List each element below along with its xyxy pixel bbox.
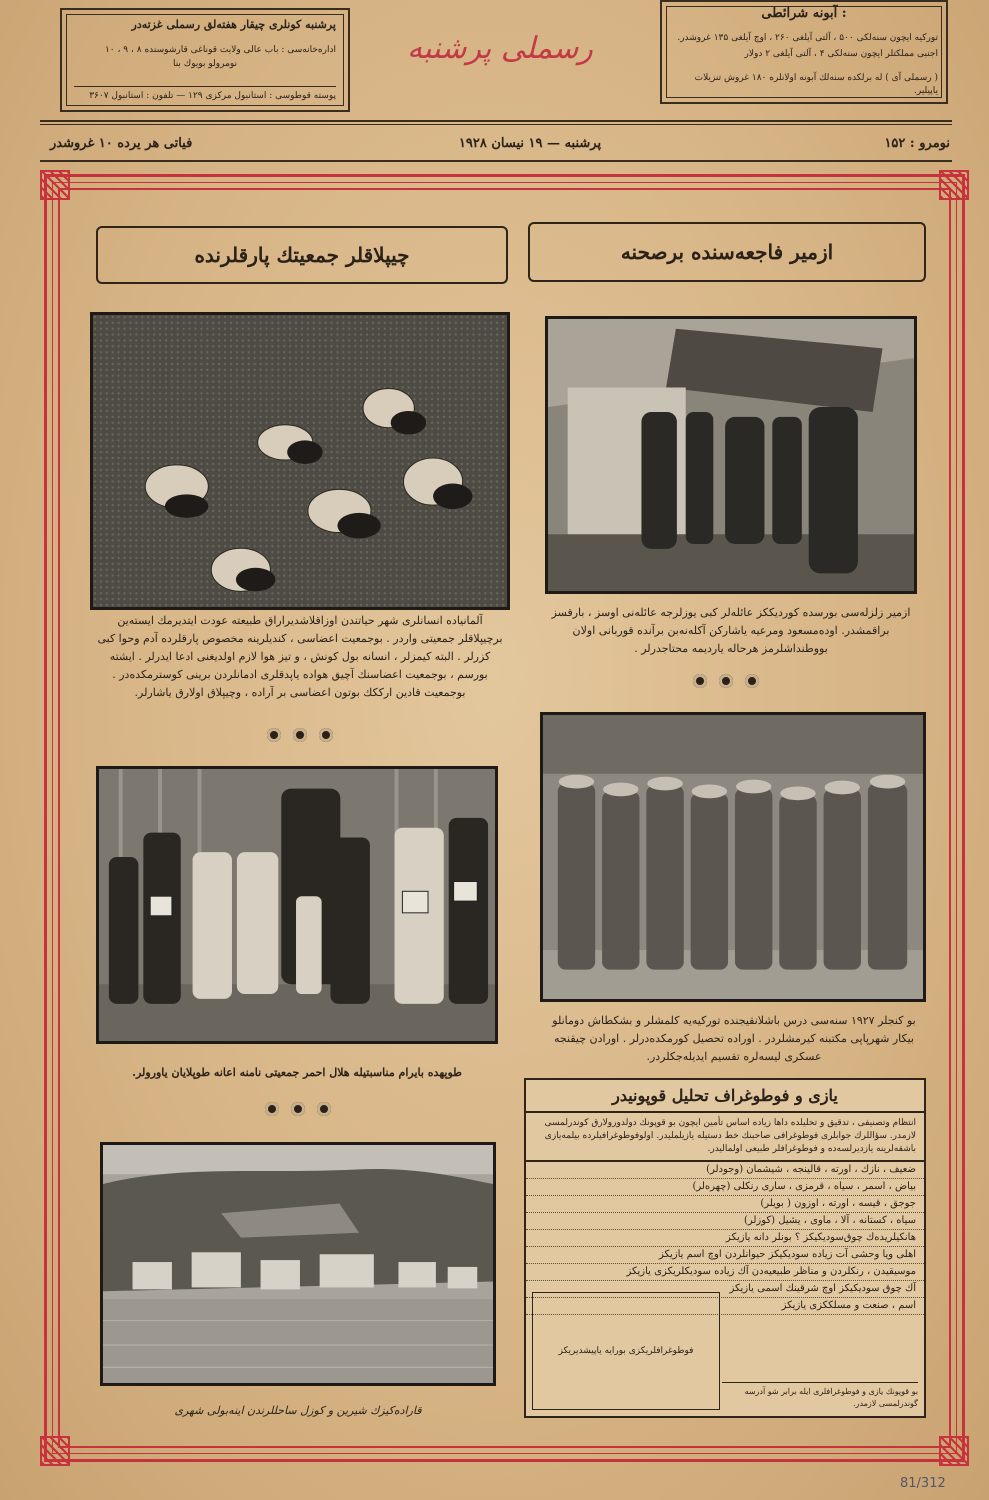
publication-info-line2: اداره‌خانه‌سی : باب عالی ولایت قوناغی قارشوسنده ۸ ، ۹ ، ۱۰ xyxy=(104,45,336,55)
issue-number: نومرو : ۱۵۲ xyxy=(884,136,950,151)
handwriting-photo-analysis-coupon xyxy=(524,1078,926,1418)
subscription-title: آبونه شرائطی : xyxy=(761,6,847,21)
photo-nudist-exercise xyxy=(90,312,510,610)
publication-info-line4: پوسته قوطوسی : استانبول مركزی ۱۲۹ — تلفون : استانبول ۳۶۰۷ xyxy=(74,86,336,103)
masthead-rule-bottom xyxy=(40,160,952,162)
frame-corner-ornament xyxy=(939,1436,969,1466)
headline-nudist-society: چیپلاقلر جمعیتك پارقلرنده xyxy=(96,226,508,284)
issue-info-line xyxy=(50,128,950,158)
caption-izmir-disaster: ازمیر زلزله‌سی بورسده كوردیككز عائله‌لر كبی یوزلرجه عائله‌نی اوسز ، بارقسز براقمشدر. اوده‌مسعود ومرعیه یاشاركن آكله‌نه‌بن برآنده قوربانی اولان بووطنداشلرمز هرحاله یاردیمه محتاجدرلر . xyxy=(551,606,911,655)
frame-corner-ornament xyxy=(40,170,70,200)
archive-number: 81/312 xyxy=(900,1476,946,1491)
masthead-rule-top xyxy=(40,120,952,122)
photo-red-crescent-children xyxy=(96,766,498,1044)
frame-corner-ornament xyxy=(939,170,969,200)
separator-dots xyxy=(676,674,776,688)
publication-info-box xyxy=(60,8,350,112)
headline-izmir-disaster: ازمیر فاجعه‌سنده برصحنه xyxy=(528,222,926,282)
coupon-intro: انتظام وتصنیفی ، تدقیق و تحلیلده داها زیاده اساس تأمین ایچون بو قوپونك دولدورولارق كوندرلمسی لازمدر. سؤاللرك جوابلری فوطوغرافی صاحبنك خط دستیله یازیلملیدر. اولوفوطوغرافیلرده بیلمه‌یازی باشقه‌لرینه یازدیرلسه‌ده و فوطوغرافلر طبیعی اولمالیدر. xyxy=(526,1113,924,1162)
separator-dot xyxy=(719,674,733,688)
separator-dot xyxy=(265,1102,279,1116)
coupon-question-row[interactable]: بیاض ، اسمر ، سیاه ، قرمزی ، ساری رنكلی (چهره‌لر) xyxy=(526,1179,924,1196)
caption-red-crescent: طوپهده بایرام مناسبتیله هلال احمر جمعیتی نامنه اعانه طوپلایان یاورولر. xyxy=(132,1066,462,1079)
separator-dot xyxy=(317,1102,331,1116)
frame-corner-ornament xyxy=(40,1436,70,1466)
coupon-question-row[interactable]: ضعیف ، نازك ، اورته ، قالینجه ، شیشمان (وجودلر) xyxy=(526,1162,924,1179)
subscription-line1: تورکیه ایچون سنه‌لكی ۵۰۰ ، آلتی آیلغی ۲۶۰ ، اوچ آیلغی ۱۳۵ غروشدر. xyxy=(677,33,938,43)
publication-info-line1: پرشنبه كونلری چیقار هفته‌لق رسملی غزته‌در xyxy=(131,18,336,31)
subscription-line2: اجنبی مملکتلر ایچون سنه‌لكی ۴ ، آلتی آیلغی ۲ دولار xyxy=(744,49,938,59)
coupon-title: یازی و فوطوغراف تحلیل قوپونیدر xyxy=(526,1080,924,1113)
masthead-rule-top-thin xyxy=(40,124,952,125)
photo-ineboli-coast xyxy=(100,1142,496,1386)
coupon-photo-area: فوطوغرافلریكزی بورایه یاپیشدیریكز xyxy=(532,1292,720,1410)
issue-date: پرشنبه — ۱۹ نیسان ۱۹۲۸ xyxy=(458,136,602,151)
caption-ineboli: قاراده‌كیزك شیرین و كوزل ساحللرندن اینه‌بولی شهری xyxy=(174,1404,422,1417)
separator-dot xyxy=(745,674,759,688)
coupon-question-row[interactable]: سیاه ، كستانه ، آلا ، ماوی ، یشیل (كوزلر) xyxy=(526,1213,924,1230)
coupon-question-row[interactable]: اهلی ویا وحشی آت زیاده سودیكیكز حیوانلردن اوچ اسم یازیكز xyxy=(526,1247,924,1264)
photo-youths-in-uniform xyxy=(540,712,926,1002)
coupon-footer: بو قوپونك یازی و فوطوغرافلری ایله برابر شو آدرسه گوندرلمسی لازمدر. xyxy=(722,1382,918,1410)
separator-dot xyxy=(267,728,281,742)
coupon-question-row[interactable]: آك چوق سودیكیكز اوچ شرقینك اسمی یازیكز xyxy=(526,1281,924,1298)
caption-nudist-society: آلمانیاده انسانلری شهر حیاتندن اوزاقلاشدیراراق طبیعته عودت ایتدیرمك ایسته‌ین برچیپلاقلر جمعیتی واردر . بوجمعیت اعضاسی ، كندیلرینه مخصوص پارقلرده آدم وحوا كبی كزرلر . البته كیمزلر ، انسانه بول كونش ، و تیز هوا لازم اولدیغنی ادعا ایدرلر . ایشته بورسم ، بوجمعیت اعضاسنك آچیق هواده یاپدقلری ادمانلردن برینی كوستر‌مكده‌در . بوجمعیت قادین ارككك بوتون اعضاسی بر آراده ، وچیپلاق اولارق یاشارلر. xyxy=(97,614,503,699)
separator-dot xyxy=(293,728,307,742)
separator-dots xyxy=(248,1102,348,1116)
photo-izmir-earthquake xyxy=(545,316,917,594)
coupon-question-row[interactable]: موسیقیدن ، رنكلردن و مناظر طبیعیه‌دن آك زیاده سودیكلریكزی یازیكز xyxy=(526,1264,924,1281)
separator-dot xyxy=(693,674,707,688)
publication-info-line3: نومرولو بویوك بنا xyxy=(172,59,238,69)
subscription-terms-box xyxy=(660,0,948,104)
newspaper-logo: رسملی پرشنبه xyxy=(407,31,593,66)
caption-youths-in-uniform: بو كنجلر ۱۹۲۷ سنه‌سی درس باشلانقیجنده توركیه‌یه كلمشلر و بشكطاش دومانلو بیكار شهرپاپی مكتبنه كیرمشلردر . اوراده تحصیل كورمكده‌درلر . اورادن چیقنجه عسكری لیسه‌لره تقسیم ایدیله‌جكلردر. xyxy=(552,1014,916,1063)
subscription-line3: ( رسملی آی ) له برلكده سنه‌لك آبونه اولانلره ۱۸۰ غروش تنزیلات یاپیلیر. xyxy=(694,73,938,96)
coupon-question-row[interactable]: جوجق ، قیسه ، اورته ، اوزون ( بویلر) xyxy=(526,1196,924,1213)
separator-dot xyxy=(319,728,333,742)
coupon-question-row[interactable]: اسم ، صنعت و مسلككزی یازیكز xyxy=(526,1298,924,1315)
issue-price: فیاتی هر یرده ۱۰ غروشدر xyxy=(50,136,193,151)
separator-dots xyxy=(250,728,350,742)
separator-dot xyxy=(291,1102,305,1116)
coupon-question-row[interactable]: هانكیلریده‌ك چوق‌سودیكیكز ؟ بونلر دانه یازیكز xyxy=(526,1230,924,1247)
